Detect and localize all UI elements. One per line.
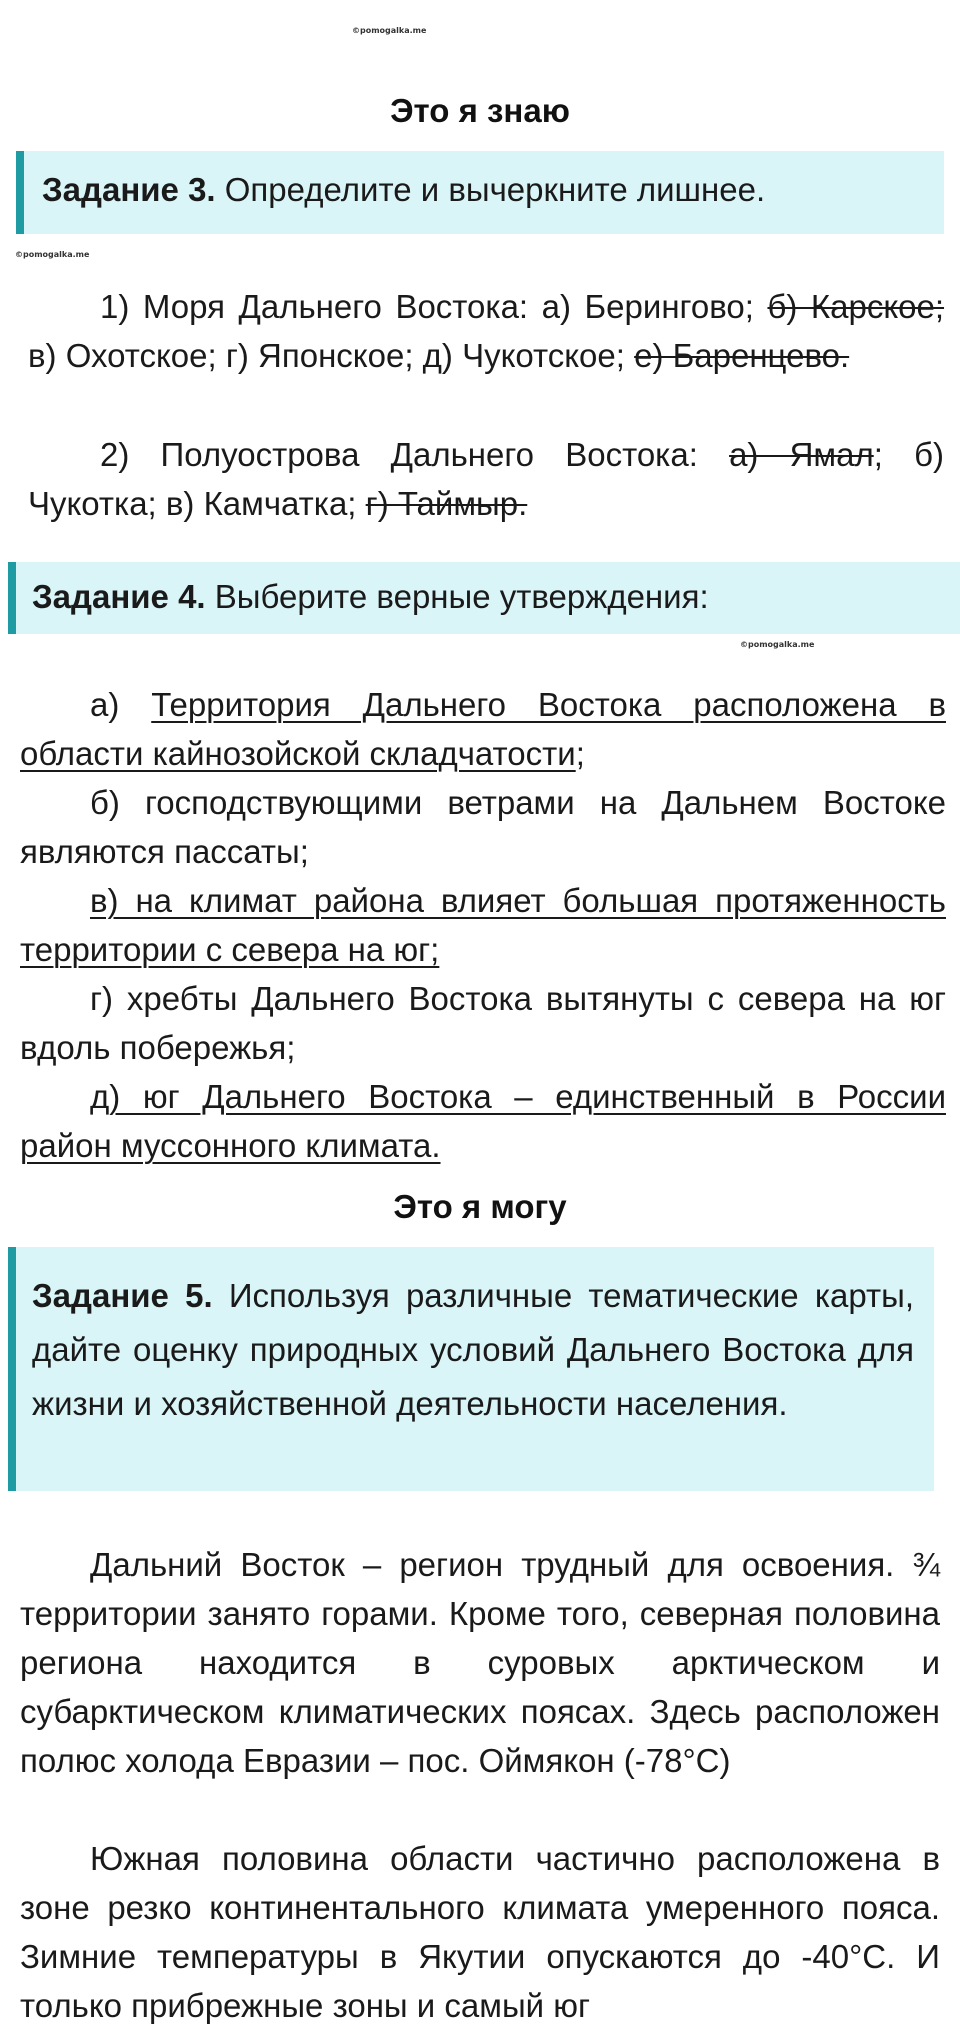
task-3-item-2 (28, 430, 944, 528)
struck-option: а) Ямал (729, 436, 874, 473)
statement-punct: ; (575, 735, 585, 772)
section-heading: Это я знаю (390, 92, 570, 129)
task-3-item-1 (28, 282, 944, 380)
correct-statement: в) на климат района влияет большая протяженность территории с севера на юг; (20, 882, 946, 968)
correct-statement: д) юг Дальнего Востока – единственный в России район муссонного климата. (20, 1078, 946, 1164)
statement-text: б) господствующими ветрами на Дальнем Востоке являются пассаты; (20, 784, 946, 870)
task-label: Задание 5. (32, 1277, 213, 1314)
watermark: ©pomogalka.me (352, 26, 427, 35)
item-text: в) Охотское; г) Японское; д) Чукотское; (28, 337, 625, 374)
task-5-box (8, 1247, 934, 1491)
struck-option: б) Карское; (767, 288, 945, 325)
task-label: Задание 3. (42, 171, 216, 208)
answer-paragraph-1 (20, 1540, 940, 1785)
statement-e (20, 1072, 946, 1170)
statement-b (20, 778, 946, 876)
statement-text: г) хребты Дальнего Востока вытянуты с севера на юг вдоль побережья; (20, 980, 946, 1066)
item-text: 2) Полуострова Дальнего Востока: (100, 436, 698, 473)
statement-c (20, 876, 946, 974)
answer-paragraph-2 (20, 1834, 940, 2030)
statement-a (20, 680, 946, 778)
task-text: Выберите верные утверждения: (214, 578, 709, 615)
section-heading: Это я могу (393, 1188, 567, 1225)
struck-option: г) Таймыр. (365, 485, 528, 522)
watermark: ©pomogalka.me (15, 250, 90, 259)
task-3-box (16, 151, 944, 234)
task-label: Задание 4. (32, 578, 206, 615)
statement-d (20, 974, 946, 1072)
watermark: ©pomogalka.me (740, 640, 815, 649)
answer-text: Дальний Восток – регион трудный для освоения. ¾ территории занято горами. Кроме того, северная половина региона находится в суровых арктическом и субарктическом климатических поясах. Здесь расположен полюс холода Евразии – пос. Оймякон (-78°С) (20, 1546, 940, 1779)
struck-option: е) Баренцево. (634, 337, 850, 374)
task-4-box (8, 562, 960, 634)
item-text: 1) Моря Дальнего Востока: а) Берингово; (100, 288, 754, 325)
correct-statement: Территория Дальнего Востока расположена в области кайнозойской складчатости (20, 686, 946, 772)
item-text: ; б) Чукотка; в) Камчатка; (28, 436, 944, 522)
task-text: Определите и вычеркните лишнее. (224, 171, 766, 208)
answer-text: Южная половина области частично расположена в зоне резко континентального климата умеренного пояса. Зимние температуры в Якутии опускаются до -40°С. И только прибрежные зоны и самый юг (20, 1840, 940, 2024)
task-text: Используя различные тематические карты, дайте оценку природных условий Дальнего Востока для жизни и хозяйственной деятельности населения. (32, 1277, 914, 1422)
statement-letter: а) (90, 686, 120, 723)
